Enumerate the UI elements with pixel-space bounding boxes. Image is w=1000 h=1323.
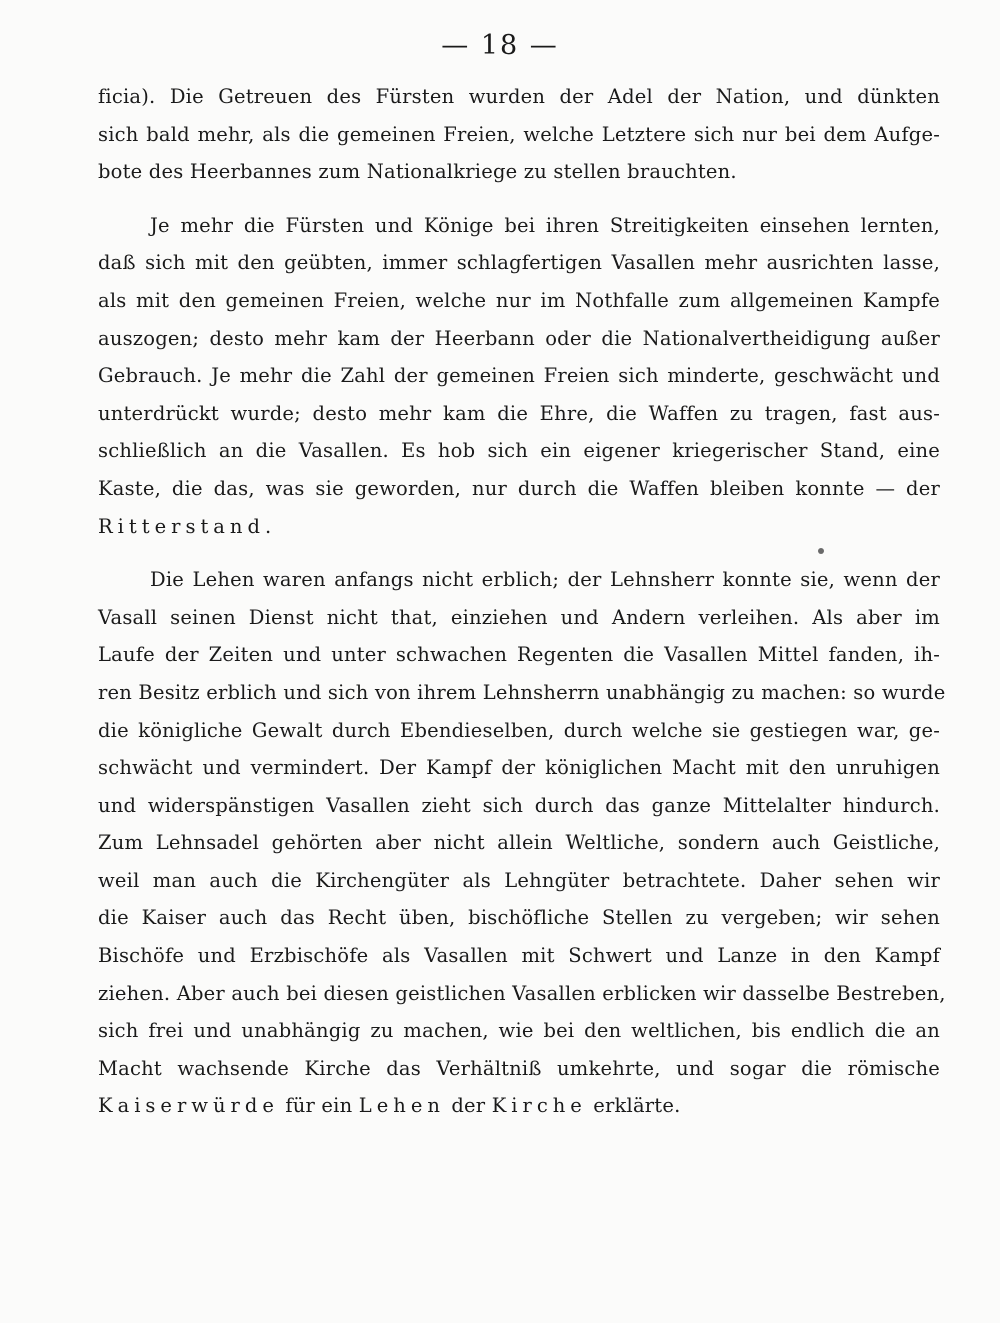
text-line: Kaste, die das, was sie geworden, nur durch die Waffen bleiben konnte — der <box>98 476 940 500</box>
spaced-word: Kaiserwürde <box>98 1094 279 1118</box>
text-line: Vasall seinen Dienst nicht that, einziehen und Andern verleihen. Als aber im <box>98 605 940 629</box>
text-fragment: für ein <box>285 1094 353 1118</box>
spaced-word: Lehen <box>358 1094 445 1118</box>
paragraph-2 <box>98 207 940 545</box>
spaced-word: Kirche <box>491 1094 587 1118</box>
text-line: Je mehr die Fürsten und Könige bei ihren Streitigkeiten einsehen lernten, <box>150 213 940 237</box>
text-line: bote des Heerbannes zum Nationalkriege zu stellen brauchten. <box>98 160 737 184</box>
text-line-final <box>98 1087 940 1125</box>
text-line: Zum Lehnsadel gehörten aber nicht allein Weltliche, sondern auch Geistliche, <box>98 831 940 855</box>
paragraph-gap <box>98 545 940 561</box>
text-line: und widerspänstigen Vasallen zieht sich durch das ganze Mittelalter hindurch. <box>98 793 940 817</box>
text-line: ziehen. Aber auch bei diesen geistlichen Vasallen erblicken wir dasselbe Bestreben, <box>98 981 946 1005</box>
text-line: ficia). Die Getreuen des Fürsten wurden der Adel der Nation, und dünkten <box>98 85 940 108</box>
body-text <box>98 78 946 1125</box>
text-line: die königliche Gewalt durch Ebendieselben, durch welche sie gestiegen war, ge- <box>98 718 940 742</box>
text-line: Bischöfe und Erzbischöfe als Vasallen mit Schwert und Lanze in den Kampf <box>98 944 940 968</box>
ink-speck <box>818 548 824 554</box>
text-line: die Kaiser auch das Recht üben, bischöfliche Stellen zu vergeben; wir sehen <box>98 906 940 930</box>
text-line: unterdrückt wurde; desto mehr kam die Ehre, die Waffen zu tragen, fast aus- <box>98 401 940 425</box>
paragraph-gap <box>98 191 940 207</box>
text-line: sich bald mehr, als die gemeinen Freien, welche Letztere sich nur bei dem Aufge- <box>98 122 940 146</box>
text-line: ren Besitz erblich und sich von ihrem Lehnsherrn unabhängig zu machen: so wurde <box>98 680 946 704</box>
text-line-spaced: Ritterstand. <box>98 514 277 538</box>
text-line: schwächt und vermindert. Der Kampf der königlichen Macht mit den unruhigen <box>98 756 940 780</box>
text-line: Macht wachsende Kirche das Verhältniß umkehrte, und sogar die römische <box>98 1056 940 1080</box>
text-line: Die Lehen waren anfangs nicht erblich; der Lehnsherr konnte sie, wenn der <box>150 568 940 592</box>
text-line: daß sich mit den geübten, immer schlagfertigen Vasallen mehr ausrichten lasse, <box>98 251 940 275</box>
paragraph-3 <box>98 561 946 1125</box>
text-line: als mit den gemeinen Freien, welche nur im Nothfalle zum allgemeinen Kampfe <box>98 288 940 312</box>
text-fragment: der <box>451 1094 486 1118</box>
page-number: — 18 — <box>441 30 559 61</box>
paragraph-1 <box>98 78 940 191</box>
text-line: Gebrauch. Je mehr die Zahl der gemeinen Freien sich minderte, geschwächt und <box>98 364 940 388</box>
text-line: auszogen; desto mehr kam der Heerbann oder die Nationalvertheidigung außer <box>98 326 940 350</box>
text-line: schließlich an die Vasallen. Es hob sich ein eigener kriegerischer Stand, eine <box>98 439 940 463</box>
text-line: sich frei und unabhängig zu machen, wie bei den weltlichen, bis endlich die an <box>98 1019 940 1043</box>
text-fragment: erklärte. <box>593 1094 681 1118</box>
text-line: weil man auch die Kirchengüter als Lehngüter betrachtete. Daher sehen wir <box>98 868 940 892</box>
text-line: Laufe der Zeiten und unter schwachen Regenten die Vasallen Mittel fanden, ih- <box>98 643 940 667</box>
